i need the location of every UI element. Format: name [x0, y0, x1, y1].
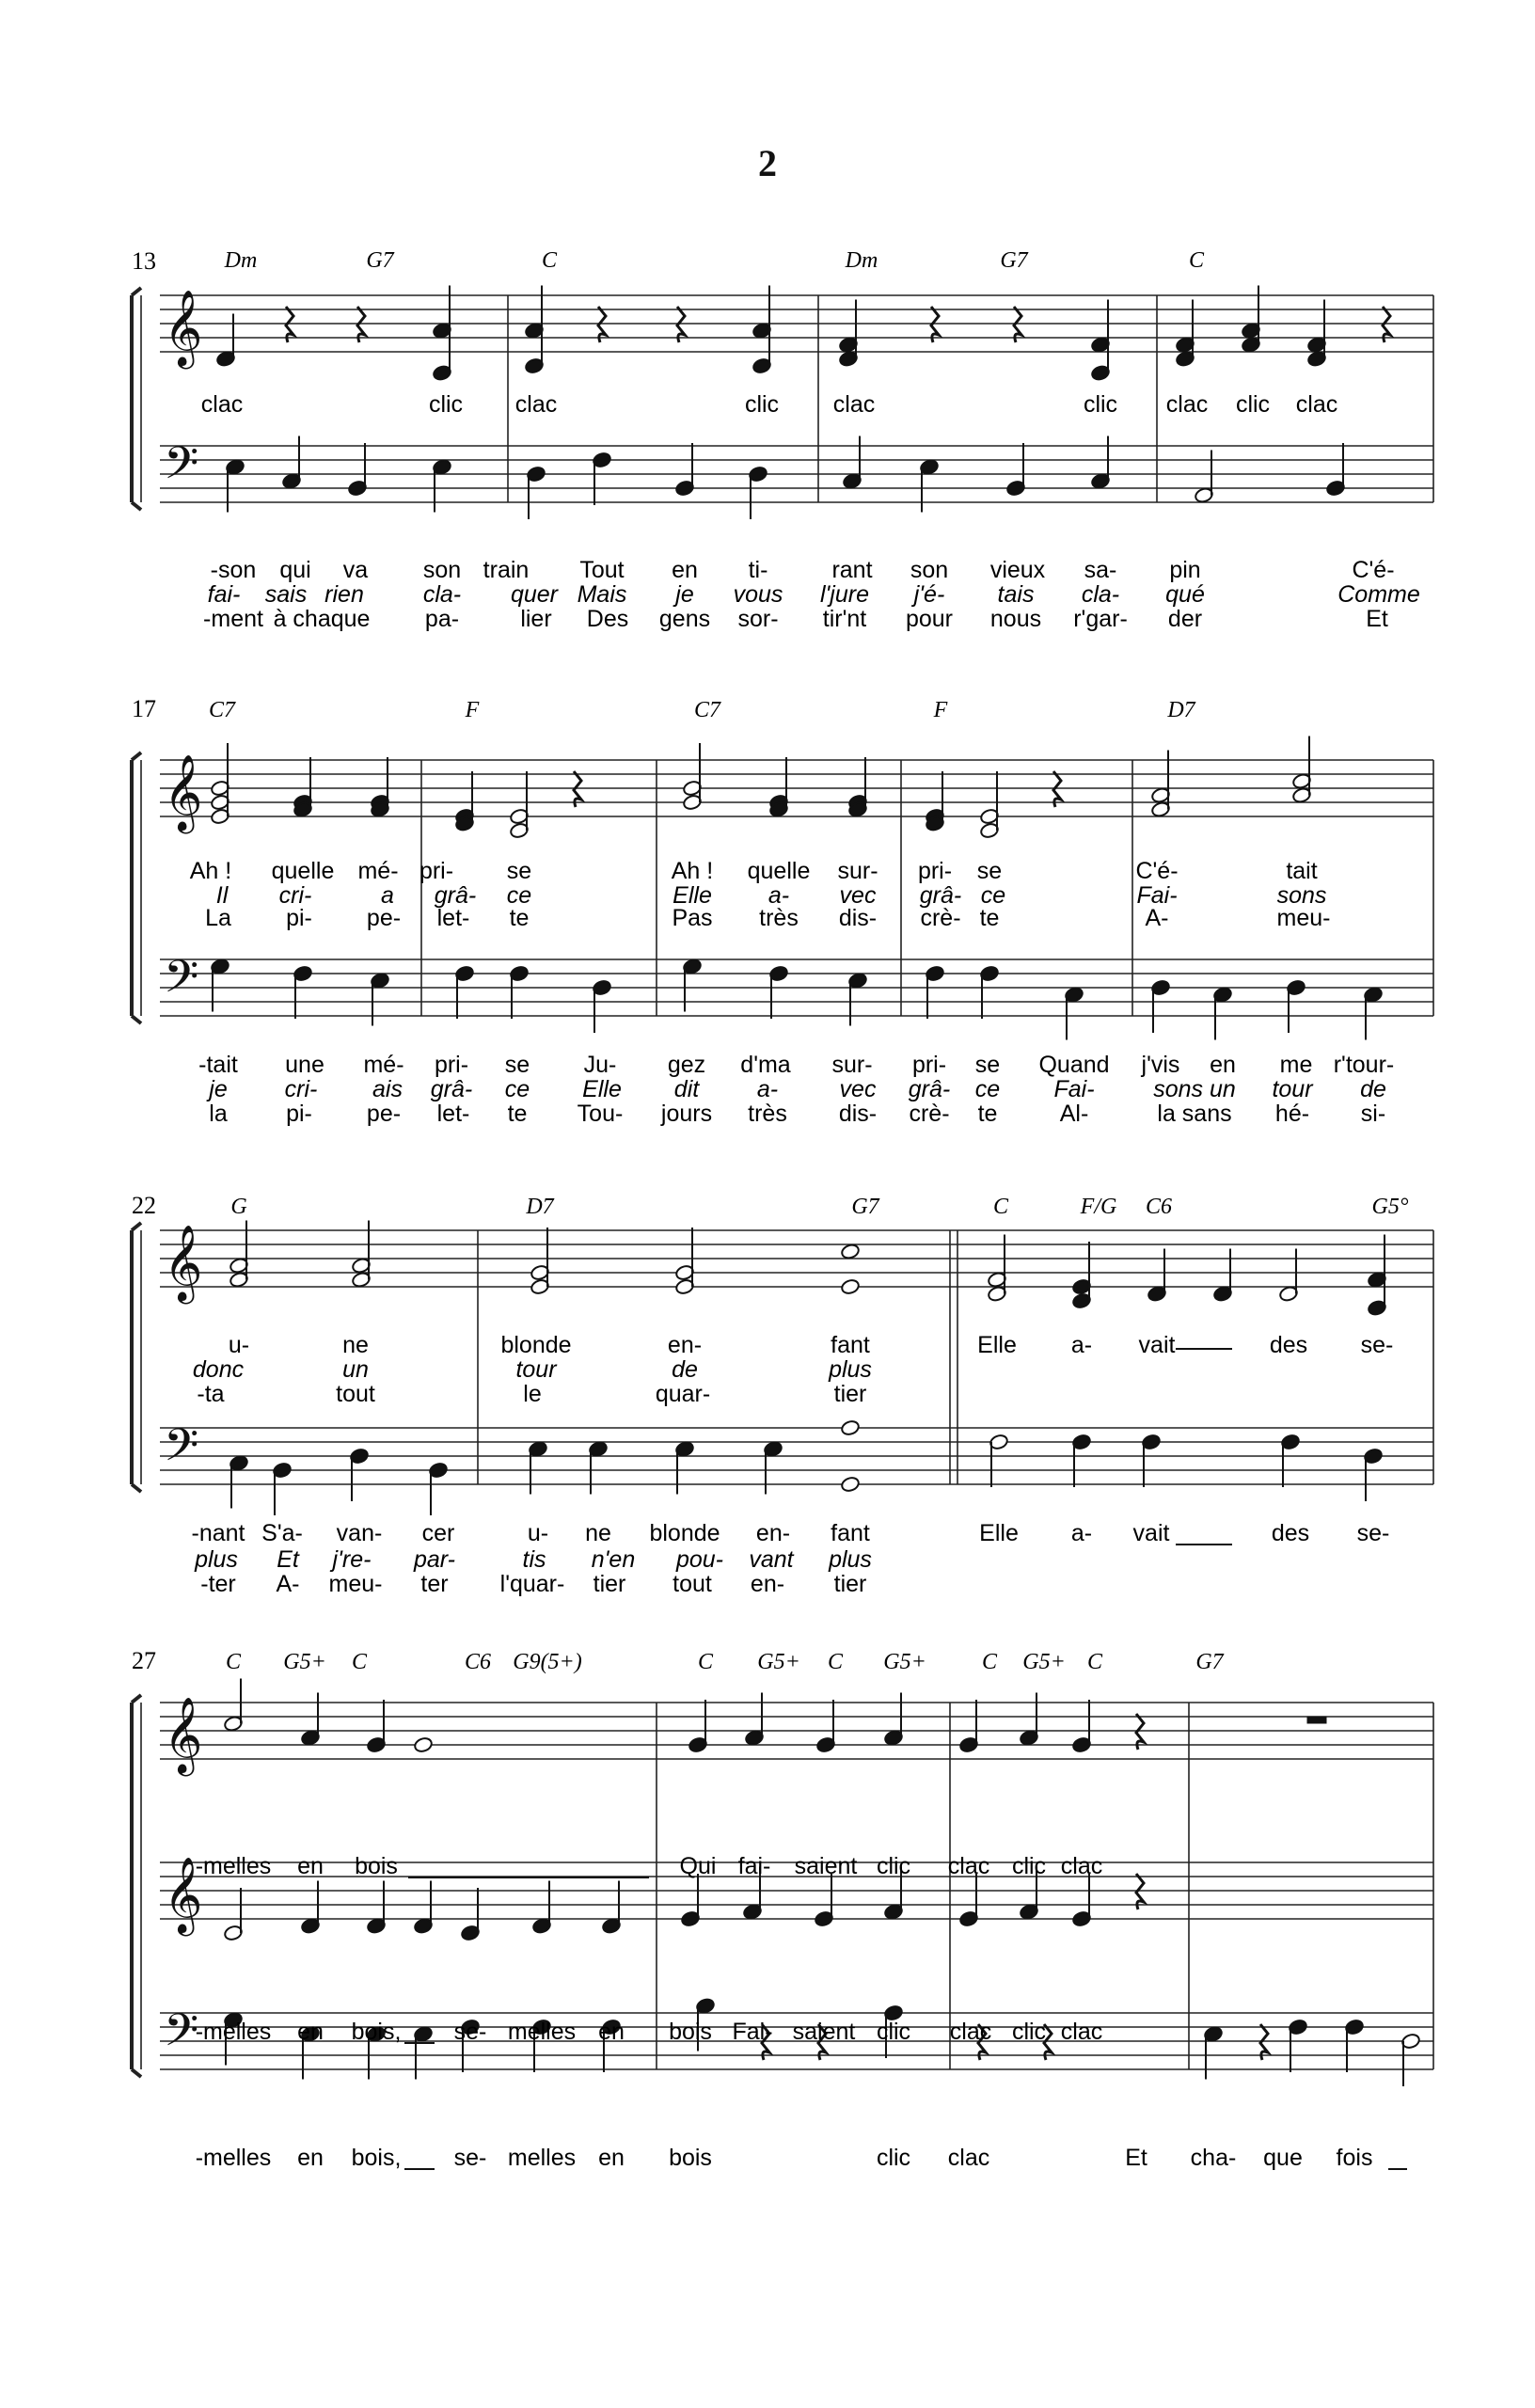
- lyric-syllable: la: [209, 1101, 228, 1127]
- bass-clef-icon: 𝄢: [164, 436, 199, 500]
- lyric-syllable: cla-: [1081, 581, 1120, 608]
- lyric-syllable: Elle: [673, 882, 712, 909]
- lyric-syllable: u-: [527, 1520, 549, 1546]
- lyric-syllable: tout: [336, 1381, 375, 1407]
- lyric-syllable: a-: [1070, 1520, 1093, 1546]
- lyric-syllable: te: [979, 905, 1000, 931]
- lyric-syllable: vait: [1138, 1332, 1176, 1358]
- lyric-syllable: quar-: [655, 1381, 711, 1407]
- lyric-syllable: Quand: [1038, 1052, 1110, 1078]
- lyric-syllable: en: [1210, 1052, 1236, 1078]
- lyric-syllable: La: [205, 905, 231, 931]
- chord-symbol: C: [827, 1650, 844, 1674]
- treble-clef-icon: 𝄞: [164, 753, 203, 831]
- lyric-syllable: clac: [1060, 1853, 1103, 1879]
- lyric-syllable: sais: [264, 581, 308, 608]
- lyric-syllable: sur-: [837, 858, 878, 884]
- lyric-syllable: clac: [947, 1853, 990, 1879]
- chord-symbol: C6: [1145, 1195, 1173, 1219]
- lyric-syllable: en-: [755, 1520, 791, 1546]
- lyric-syllable: -nant: [191, 1520, 245, 1546]
- lyric-syllable: clic: [1011, 2019, 1047, 2045]
- chord-symbol: C: [697, 1650, 714, 1674]
- lyric-syllable: quelle: [271, 858, 335, 884]
- lyric-syllable: S'a-: [261, 1520, 303, 1546]
- lyric-syllable: A-: [1145, 905, 1169, 931]
- bass-clef-icon: 𝄢: [164, 1418, 199, 1482]
- lyric-syllable: cer: [421, 1520, 455, 1546]
- treble-clef-icon: 𝄞: [164, 1224, 203, 1301]
- lyric-syllable: se-: [1356, 1520, 1390, 1546]
- lyric-syllable: crè-: [920, 905, 961, 931]
- lyric-syllable: vec: [839, 882, 877, 909]
- lyric-syllable: r'tour-: [1333, 1052, 1395, 1078]
- lyric-syllable: meu-: [1276, 905, 1331, 931]
- lyric-syllable: saient: [792, 2019, 856, 2045]
- lyric-syllable: me: [1279, 1052, 1313, 1078]
- lyric-syllable: lier: [520, 606, 552, 632]
- lyric-syllable: sa-: [1084, 557, 1117, 583]
- lyric-syllable: clac: [832, 391, 876, 418]
- lyric-syllable: tis: [522, 1546, 546, 1573]
- lyric-syllable: mé-: [357, 858, 399, 884]
- lyric-syllable: qui: [279, 557, 311, 583]
- lyric-syllable: se-: [453, 2019, 487, 2045]
- lyric-syllable: quelle: [747, 858, 811, 884]
- lyric-syllable: gens: [658, 606, 711, 632]
- measure-number: 17: [132, 695, 156, 722]
- lyric-syllable: cri-: [278, 882, 312, 909]
- lyric-syllable: van-: [336, 1520, 383, 1546]
- lyric-syllable: grâ-: [430, 1076, 473, 1102]
- lyric-syllable: ais: [372, 1076, 403, 1102]
- lyric-syllable: Tou-: [577, 1101, 624, 1127]
- lyric-syllable: pi-: [286, 1101, 312, 1127]
- chord-symbol: G9(5+): [513, 1650, 582, 1674]
- lyric-syllable: bois,: [351, 2019, 402, 2045]
- lyric-syllable: clac: [947, 2145, 990, 2171]
- lyric-syllable: très: [748, 1101, 787, 1127]
- lyric-syllable: tir'nt: [822, 606, 867, 632]
- lyric-syllable: -son: [210, 557, 257, 583]
- page-number: 2: [758, 142, 777, 184]
- lyric-syllable: cha-: [1190, 2145, 1237, 2171]
- lyric-syllable: Fai-: [1136, 882, 1178, 909]
- lyric-syllable: blonde: [649, 1520, 720, 1546]
- lyric-syllable: nous: [989, 606, 1042, 632]
- lyric-syllable: -ter: [200, 1571, 236, 1597]
- lyric-syllable: en: [297, 1853, 324, 1879]
- lyric-syllable: sons un: [1153, 1076, 1236, 1102]
- lyric-syllable: ti-: [748, 557, 768, 583]
- lyric-syllable: que: [1263, 2145, 1303, 2171]
- lyric-syllable: Ah !: [671, 858, 714, 884]
- lyric-syllable: melles: [507, 2145, 577, 2171]
- lyric-syllable: tier: [593, 1571, 626, 1597]
- chord-symbol: F: [465, 698, 480, 722]
- lyric-syllable: Elle: [979, 1520, 1019, 1546]
- lyric-syllable: u-: [228, 1332, 250, 1358]
- lyric-syllable: gez: [667, 1052, 706, 1078]
- chord-symbol: F/G: [1080, 1195, 1117, 1219]
- lyric-syllable: Qui: [679, 1853, 717, 1879]
- chord-symbol: G7: [851, 1195, 879, 1219]
- lyric-syllable: cri-: [284, 1076, 318, 1102]
- lyric-syllable: tier: [833, 1571, 867, 1597]
- lyric-syllable: tais: [997, 581, 1035, 608]
- lyric-syllable: grâ-: [908, 1076, 951, 1102]
- lyric-syllable: Ah !: [189, 858, 232, 884]
- lyric-syllable: le: [523, 1381, 542, 1407]
- lyric-syllable: son: [910, 557, 949, 583]
- lyric-syllable: ce: [974, 1076, 1001, 1102]
- lyric-syllable: vec: [839, 1076, 877, 1102]
- lyric-syllable: se: [506, 858, 532, 884]
- lyric-syllable: clic: [744, 391, 780, 418]
- lyric-syllable: C'é-: [1352, 557, 1395, 583]
- lyric-syllable: en: [598, 2019, 625, 2045]
- lyric-syllable: un: [342, 1356, 369, 1383]
- lyric-syllable: bois: [355, 1853, 398, 1879]
- texts: [132, 247, 1420, 2171]
- lyric-syllable: clac: [1295, 391, 1338, 418]
- lyric-syllable: melles: [507, 2019, 577, 2045]
- lyric-syllable: C'é-: [1135, 858, 1179, 884]
- lyric-syllable: plus: [195, 1546, 238, 1573]
- lyric-syllable: clic: [1083, 391, 1118, 418]
- lyric-syllable: quer: [510, 581, 559, 608]
- lyric-syllable: très: [759, 905, 799, 931]
- lyric-syllable: des: [1269, 1332, 1308, 1358]
- treble-clef-icon: 𝄞: [164, 1696, 203, 1773]
- lyric-syllable: en: [297, 2145, 324, 2171]
- lyric-syllable: son: [422, 557, 462, 583]
- lyric-syllable: si-: [1360, 1101, 1386, 1127]
- lyric-syllable: ter: [420, 1571, 449, 1597]
- lyric-syllable: tout: [673, 1571, 712, 1597]
- lyric-syllable: dit: [673, 1076, 700, 1102]
- lyric-syllable: ce: [504, 1076, 530, 1102]
- chord-symbol: G7: [366, 248, 394, 273]
- lyric-syllable: Des: [586, 606, 629, 632]
- notes: [207, 286, 1420, 2087]
- lyric-syllable: fant: [831, 1520, 870, 1546]
- lyric-syllable: te: [507, 1101, 528, 1127]
- lyric-syllable: saient: [794, 1853, 858, 1879]
- lyric-syllable: let-: [436, 905, 470, 931]
- lyric-syllable: clac: [1060, 2019, 1103, 2045]
- lyric-syllable: la sans: [1157, 1101, 1232, 1127]
- lyric-syllable: pe-: [366, 1101, 402, 1127]
- lyric-syllable: Et: [1125, 2145, 1147, 2171]
- lyric-syllable: a-: [768, 882, 790, 909]
- lyric-syllable: pi-: [286, 905, 312, 931]
- chord-symbol: C: [981, 1650, 998, 1674]
- chord-symbol: C6: [464, 1650, 492, 1674]
- lyric-syllable: Comme: [1337, 581, 1420, 608]
- chord-symbol: Dm: [224, 248, 258, 273]
- lyric-syllable: tour: [1272, 1076, 1313, 1102]
- lyric-syllable: je: [209, 1076, 228, 1102]
- chord-symbol: D7: [1167, 698, 1195, 722]
- lyric-syllable: der: [1167, 606, 1203, 632]
- lyric-syllable: Elle: [582, 1076, 622, 1102]
- lyric-syllable: te: [509, 905, 530, 931]
- lyric-syllable: sur-: [831, 1052, 873, 1078]
- note-head: [840, 1278, 860, 1295]
- lyric-syllable: te: [977, 1101, 998, 1127]
- chord-symbol: C: [351, 1650, 368, 1674]
- lyric-syllable: clic: [428, 391, 464, 418]
- lyric-syllable: une: [285, 1052, 324, 1078]
- lyric-syllable: pri-: [917, 858, 953, 884]
- lyric-syllable: plus: [829, 1356, 872, 1383]
- lyric-syllable: pri-: [419, 858, 454, 884]
- system-bracket: [132, 752, 141, 1023]
- lyric-syllable: Mais: [577, 581, 627, 608]
- lyric-syllable: -melles: [195, 2019, 272, 2045]
- lyric-syllable: train: [483, 557, 530, 583]
- lyric-syllable: vous: [733, 581, 783, 608]
- lyric-syllable: Pas: [672, 905, 713, 931]
- lyric-syllable: Al-: [1059, 1101, 1089, 1127]
- lyric-syllable: dis-: [838, 905, 878, 931]
- lyric-syllable: l'jure: [819, 581, 870, 608]
- lyric-syllable: ce: [980, 882, 1006, 909]
- lyric-syllable: dis-: [838, 1101, 878, 1127]
- lyric-syllable: par-: [413, 1546, 456, 1573]
- lyric-syllable: pri-: [911, 1052, 947, 1078]
- chord-symbol: C: [225, 1650, 242, 1674]
- lyric-syllable: j'vis: [1141, 1052, 1180, 1078]
- lyric-syllable: l'quar-: [499, 1571, 565, 1597]
- lyric-syllable: d'ma: [740, 1052, 791, 1078]
- chord-symbol: C: [541, 248, 558, 273]
- lyric-syllable: grâ-: [919, 882, 962, 909]
- lyric-syllable: fois: [1336, 2145, 1373, 2171]
- lyric-syllable: se: [974, 1052, 1001, 1078]
- lyric-syllable: en-: [750, 1571, 785, 1597]
- chord-symbol: D7: [526, 1195, 554, 1219]
- lyric-syllable: vieux: [989, 557, 1046, 583]
- lyric-syllable: clic: [876, 1853, 911, 1879]
- lyric-syllable: blonde: [500, 1332, 572, 1358]
- lyric-syllable: hé-: [1274, 1101, 1310, 1127]
- measure-number: 27: [132, 1647, 156, 1674]
- lyric-syllable: a-: [1070, 1332, 1093, 1358]
- lyric-syllable: pe-: [366, 905, 402, 931]
- lyric-syllable: se-: [453, 2145, 487, 2171]
- chord-symbol: C: [1188, 248, 1205, 273]
- chord-symbol: F: [933, 698, 948, 722]
- lyric-syllable: vait: [1132, 1520, 1170, 1546]
- lyric-syllable: Fai-: [1053, 1076, 1095, 1102]
- system-bracket: [132, 1223, 141, 1492]
- lyric-syllable: qué: [1165, 581, 1205, 608]
- lyric-syllable: rien: [324, 581, 364, 608]
- chord-symbol: G7: [1000, 248, 1028, 273]
- lyric-syllable: j're-: [332, 1546, 372, 1573]
- lyric-syllable: de: [672, 1356, 698, 1383]
- chord-symbol: G5+: [757, 1650, 800, 1674]
- chord-symbol: G: [230, 1195, 247, 1219]
- lyric-syllable: Il: [215, 882, 229, 909]
- lyric-syllable: vant: [749, 1546, 794, 1573]
- lyric-syllable: bois: [669, 2019, 712, 2045]
- lyric-syllable: -melles: [195, 2145, 272, 2171]
- lyric-syllable: sons: [1276, 882, 1327, 909]
- lyric-syllable: sor-: [737, 606, 779, 632]
- lyric-syllable: mé-: [363, 1052, 404, 1078]
- lyric-syllable: va: [342, 557, 369, 583]
- lyric-syllable: pri-: [434, 1052, 469, 1078]
- lyric-syllable: ce: [506, 882, 532, 909]
- lyric-syllable: pou-: [675, 1546, 724, 1573]
- chord-symbol: G5°: [1371, 1195, 1409, 1219]
- chord-symbol: Dm: [845, 248, 878, 273]
- lyric-syllable: des: [1271, 1520, 1310, 1546]
- lyric-syllable: -melles: [195, 1853, 272, 1879]
- treble-clef-icon: 𝄞: [164, 289, 203, 366]
- lyric-syllable: en: [672, 557, 698, 583]
- lyric-syllable: clic: [876, 2145, 911, 2171]
- lyric-syllable: rant: [831, 557, 873, 583]
- lyric-syllable: Ju-: [583, 1052, 617, 1078]
- lyric-syllable: fai-: [207, 581, 241, 608]
- chord-symbol: C7: [208, 698, 236, 722]
- lyric-syllable: ne: [342, 1332, 369, 1358]
- lyric-syllable: tier: [833, 1381, 867, 1407]
- lyric-syllable: j'é-: [913, 581, 945, 608]
- chord-symbol: G5+: [283, 1650, 326, 1674]
- note-head: [413, 1736, 433, 1753]
- lyric-syllable: n'en: [591, 1546, 636, 1573]
- lyric-syllable: je: [675, 581, 694, 608]
- lyric-syllable: clac: [514, 391, 558, 418]
- measure-number: 22: [132, 1192, 156, 1219]
- lyric-syllable: a: [381, 882, 394, 909]
- lyric-syllable: Et: [1366, 606, 1388, 632]
- lyric-syllable: clac: [949, 2019, 992, 2045]
- lyric-syllable: pour: [905, 606, 954, 632]
- lyric-syllable: plus: [829, 1546, 872, 1573]
- bass-clef-icon: 𝄢: [164, 2004, 199, 2067]
- bass-clef-icon: 𝄢: [164, 950, 199, 1014]
- whole-rest-icon: [1307, 1717, 1326, 1723]
- chord-symbol: G7: [1195, 1650, 1224, 1674]
- lyric-syllable: en-: [667, 1332, 703, 1358]
- chord-symbol: G5+: [883, 1650, 926, 1674]
- lyric-syllable: clic: [876, 2019, 911, 2045]
- lyric-syllable: à chaque: [273, 606, 371, 632]
- staves: [132, 288, 1433, 2077]
- lyric-syllable: clic: [1011, 1853, 1047, 1879]
- lyric-syllable: pin: [1169, 557, 1201, 583]
- lyric-syllable: r'gar-: [1073, 606, 1128, 632]
- lyric-syllable: Elle: [977, 1332, 1017, 1358]
- lyric-syllable: en: [598, 2145, 625, 2171]
- lyric-syllable: clac: [200, 391, 244, 418]
- lyric-syllable: meu-: [328, 1571, 383, 1597]
- lyric-syllable: bois: [669, 2145, 712, 2171]
- lyric-syllable: -ment: [203, 606, 263, 632]
- lyric-syllable: Et: [277, 1546, 299, 1573]
- chord-symbol: G5+: [1022, 1650, 1066, 1674]
- lyric-syllable: Tout: [579, 557, 625, 583]
- lyric-syllable: fai-: [737, 1853, 771, 1879]
- note-head: [840, 1243, 860, 1259]
- lyric-syllable: a-: [756, 1076, 779, 1102]
- measure-number: 13: [132, 247, 156, 275]
- system-bracket: [132, 288, 141, 510]
- lyric-syllable: cla-: [422, 581, 462, 608]
- lyric-syllable: -ta: [197, 1381, 225, 1407]
- note-head: [840, 1476, 860, 1493]
- lyric-syllable: se: [976, 858, 1003, 884]
- lyric-syllable: let-: [436, 1101, 470, 1127]
- chord-symbol: C: [992, 1195, 1009, 1219]
- lyric-syllable: jours: [660, 1101, 713, 1127]
- lyric-syllable: crè-: [909, 1101, 950, 1127]
- system-bracket: [132, 1695, 141, 2077]
- note-head: [840, 1419, 860, 1436]
- lyric-syllable: se: [504, 1052, 530, 1078]
- lyric-syllable: ne: [585, 1520, 611, 1546]
- lyric-syllable: pa-: [424, 606, 460, 632]
- chord-symbol: C7: [693, 698, 721, 722]
- treble-clef-icon: 𝄞: [164, 1856, 203, 1933]
- lyric-syllable: se-: [1360, 1332, 1394, 1358]
- chord-symbol: C: [1086, 1650, 1103, 1674]
- lyric-syllable: fant: [831, 1332, 870, 1358]
- lyric-syllable: bois,: [351, 2145, 402, 2171]
- lyric-syllable: clic: [1235, 391, 1271, 418]
- lyric-syllable: -tait: [198, 1052, 238, 1078]
- lyric-syllable: grâ-: [434, 882, 477, 909]
- lyric-syllable: Fai-: [732, 2019, 773, 2045]
- lyric-syllable: A-: [276, 1571, 300, 1597]
- lyric-syllable: donc: [192, 1356, 245, 1383]
- lyric-syllable: clac: [1165, 391, 1209, 418]
- lyric-syllable: tait: [1286, 858, 1318, 884]
- lyric-syllable: de: [1360, 1076, 1386, 1102]
- lyric-syllable: en: [297, 2019, 324, 2045]
- lyric-syllable: tour: [515, 1356, 557, 1383]
